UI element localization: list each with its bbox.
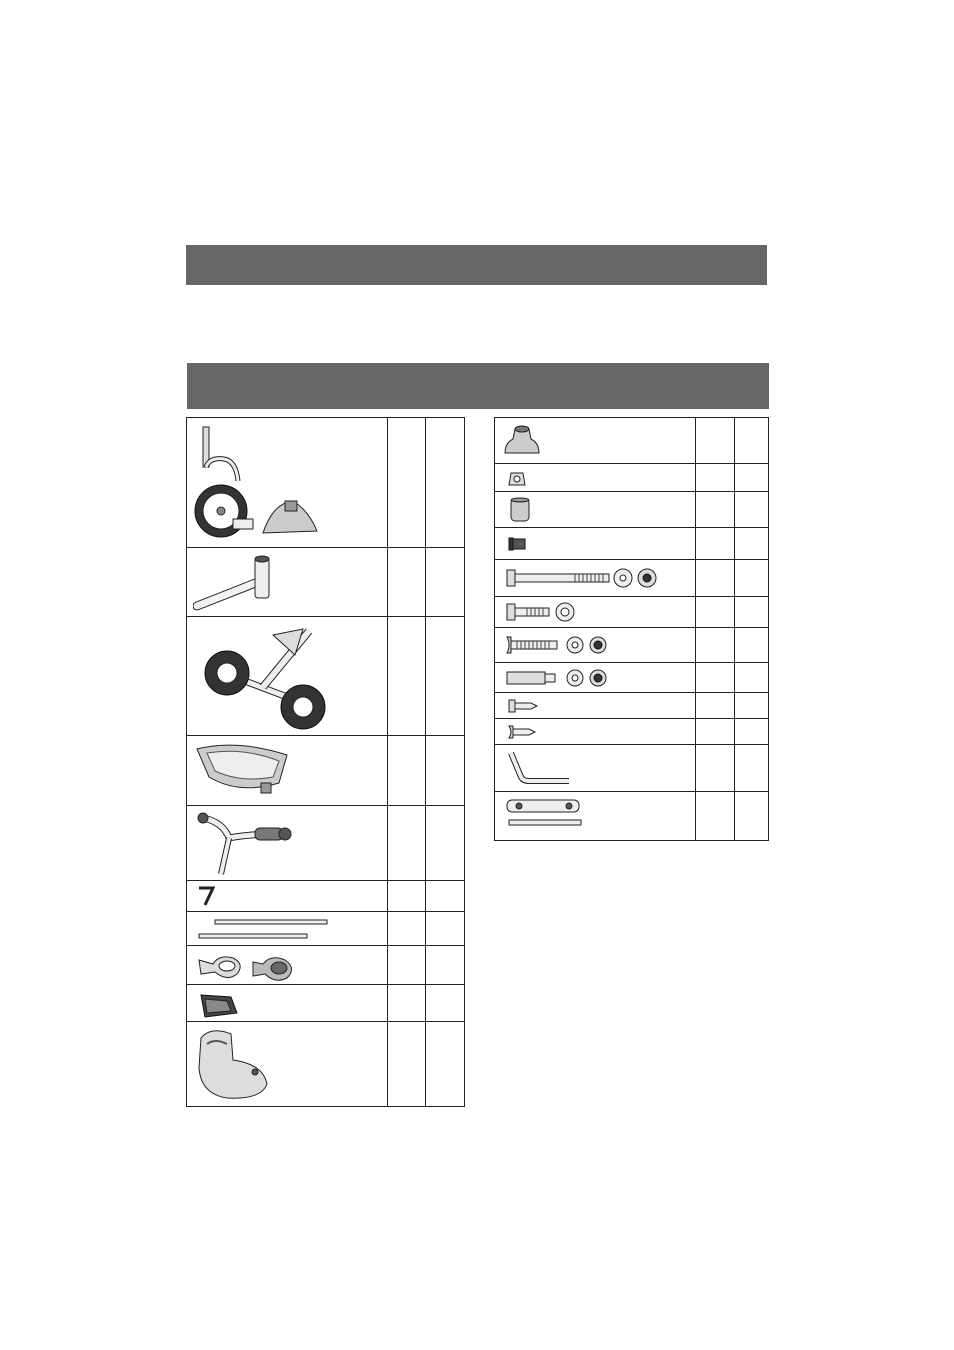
round-head-bolt-illustration [501,630,681,660]
rear-basket-illustration [193,739,373,803]
part-image-t-frame [187,548,388,617]
part-image-small-clip [495,464,696,492]
part-qty-cell [426,912,465,946]
table-row [495,628,769,663]
part-number-cell [388,946,426,985]
part-qty-cell [735,528,769,560]
seat-illustration [193,1024,373,1104]
part-number-cell [696,792,735,841]
part-number-cell [696,492,735,528]
part-qty-cell [735,597,769,628]
table-row [187,548,465,617]
part-image-push-rods [187,912,388,946]
small-bracket-illustration [193,883,373,909]
section-header-bar [186,245,767,285]
t-frame-illustration [193,550,373,614]
table-row [187,912,465,946]
part-qty-cell [735,693,769,719]
part-image-round-head-bolt [495,628,696,663]
part-image-end-cap [495,418,696,464]
part-number-cell [388,1022,426,1107]
part-qty-cell [426,1022,465,1107]
parts-list-header-bar [187,363,769,409]
clamp-rings-illustration [193,948,373,982]
part-qty-cell [426,736,465,806]
part-qty-cell [426,548,465,617]
table-row [495,597,769,628]
box-wrench-illustration [501,794,681,838]
part-qty-cell [426,418,465,548]
part-number-cell [388,548,426,617]
part-image-sleeve [495,492,696,528]
table-row [495,492,769,528]
part-number-cell [388,806,426,881]
part-number-cell [388,985,426,1022]
part-image-pedal [187,985,388,1022]
part-qty-cell [735,464,769,492]
part-image-box-wrench [495,792,696,841]
push-rods-illustration [193,914,373,944]
table-row [187,617,465,736]
table-row [187,1022,465,1107]
part-number-cell [388,912,426,946]
part-image-allen-key [495,745,696,792]
part-image-plastic-plug [495,528,696,560]
front-wheel-fork-illustration [193,421,373,545]
part-qty-cell [735,560,769,597]
part-number-cell [388,881,426,912]
table-row [495,719,769,745]
part-qty-cell [735,628,769,663]
part-image-rear-basket [187,736,388,806]
part-image-long-bolt [495,560,696,597]
wood-screw-illustration [501,722,681,742]
table-row [495,693,769,719]
table-row [187,736,465,806]
small-screw-illustration [501,696,681,716]
part-image-wood-screw [495,719,696,745]
pedal-illustration [193,987,373,1019]
table-row [495,464,769,492]
part-qty-cell [426,946,465,985]
part-number-cell [696,663,735,693]
part-qty-cell [735,418,769,464]
table-row [495,418,769,464]
table-row [187,946,465,985]
table-row [187,418,465,548]
table-row [495,560,769,597]
part-image-handlebar [187,806,388,881]
part-image-front-wheel-fork [187,418,388,548]
part-qty-cell [426,617,465,736]
parts-table-right [494,417,769,841]
part-qty-cell [735,719,769,745]
small-clip-illustration [501,467,681,489]
part-number-cell [388,418,426,548]
parts-table-left [186,417,465,1107]
part-number-cell [696,528,735,560]
part-qty-cell [426,985,465,1022]
part-number-cell [696,745,735,792]
table-row [187,806,465,881]
part-qty-cell [735,663,769,693]
part-number-cell [696,464,735,492]
part-image-clamp-rings [187,946,388,985]
plastic-plug-illustration [501,531,681,557]
allen-key-illustration [501,747,681,789]
handlebar-illustration [193,808,373,878]
part-image-seat [187,1022,388,1107]
part-image-short-bolt [495,597,696,628]
part-number-cell [696,719,735,745]
part-number-cell [696,628,735,663]
rear-axle-illustration [193,619,373,733]
short-bolt-illustration [501,599,681,625]
part-qty-cell [735,792,769,841]
part-number-cell [696,693,735,719]
table-row [187,881,465,912]
table-row [495,745,769,792]
part-image-rear-axle [187,617,388,736]
table-row [495,663,769,693]
part-qty-cell [735,745,769,792]
table-row [495,528,769,560]
part-qty-cell [735,492,769,528]
part-number-cell [696,560,735,597]
table-row [187,985,465,1022]
part-image-small-bracket [187,881,388,912]
sleeve-illustration [501,495,681,525]
part-qty-cell [426,806,465,881]
part-image-small-screw [495,693,696,719]
table-row [495,792,769,841]
part-number-cell [388,617,426,736]
part-image-spacer-bolt [495,663,696,693]
part-number-cell [388,736,426,806]
part-number-cell [696,418,735,464]
part-number-cell [696,597,735,628]
spacer-bolt-illustration [501,665,681,691]
end-cap-illustration [501,421,681,461]
part-qty-cell [426,881,465,912]
long-bolt-illustration [501,562,681,594]
